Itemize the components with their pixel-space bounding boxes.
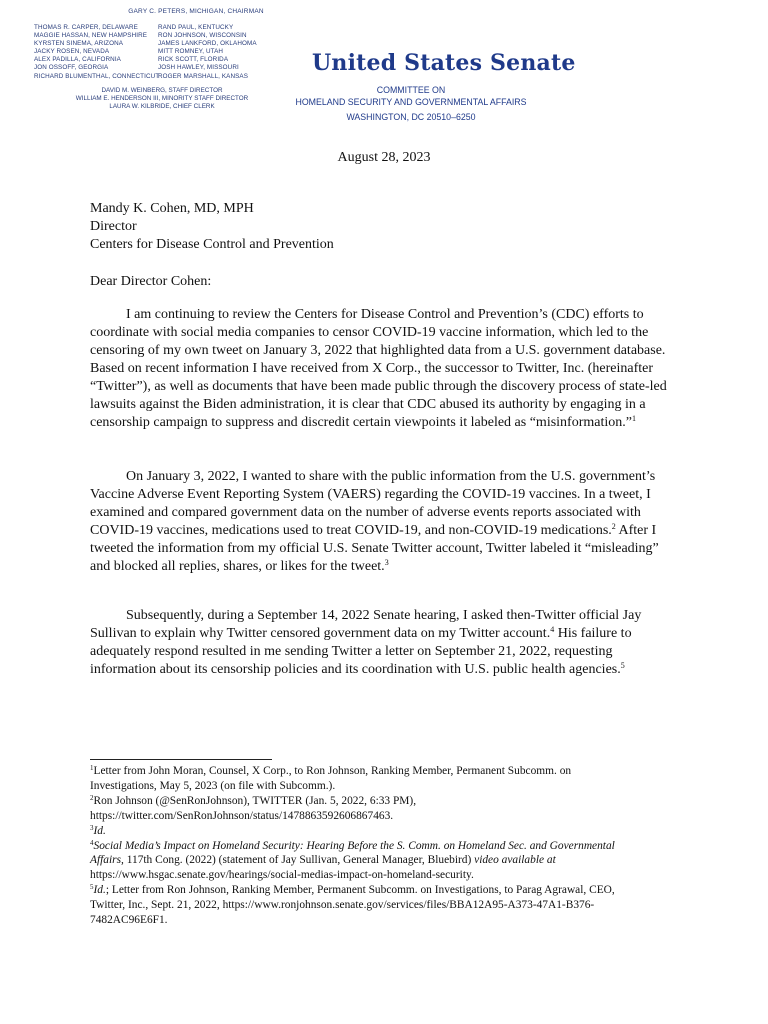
footnote-ref[interactable]: 2 bbox=[611, 522, 616, 531]
footnote-text: Letter from John Moran, Counsel, X Corp., to Ron Johnson, Ranking Member, Permanent Subcomm. on bbox=[93, 765, 572, 777]
footnote-text: Investigations, May 5, 2023 (on file with Subcomm.). bbox=[90, 779, 336, 792]
footnote-number: 5 bbox=[90, 883, 94, 892]
member-name: JON OSSOFF, GEORGIA bbox=[34, 64, 109, 72]
footnote-number: 1 bbox=[90, 764, 94, 772]
footnote-ref[interactable]: 4 bbox=[550, 625, 555, 634]
footnote-link[interactable]: https://www.hsgac.senate.gov/hearings/social-medias-impact-on-homeland-security. bbox=[90, 869, 474, 882]
letter-date: August 28, 2023 bbox=[337, 150, 431, 165]
paragraph-text: I am continuing to review the Centers for Disease Control and Prevention’s (CDC) efforts to coordinate with social media companies to censor COVID-19 vaccine information, which led to the censoring of my own tweet on January 3, 2022 that highlighted data from a U.S. government database. Based on recent information I have received from X Corp., the successor to Twitter, Inc. (hereinafter “Twitter”), as well as documents that have been made public through the discovery process of state-led lawsuits against the Biden administration, it is clear that CDC abused its authority by engaging in a censorship campaign to suppress and discredit certain viewpoints it labeled as “misinformation.” bbox=[90, 307, 667, 430]
committee-name: HOMELAND SECURITY AND GOVERNMENTAL AFFAIRS bbox=[295, 97, 527, 107]
committee-line: COMMITTEE ON bbox=[376, 85, 446, 95]
member-name: JACKY ROSEN, NEVADA bbox=[34, 48, 110, 56]
member-name: JOSH HAWLEY, MISSOURI bbox=[158, 64, 239, 72]
member-name: MITT ROMNEY, UTAH bbox=[158, 48, 224, 56]
salutation: Dear Director Cohen: bbox=[90, 274, 212, 289]
footnote-text: Id. bbox=[93, 824, 106, 837]
footnote-3 bbox=[90, 824, 678, 839]
footnote-text: Id. bbox=[93, 884, 106, 897]
member-name: ALEX PADILLA, CALIFORNIA bbox=[34, 56, 121, 64]
footnote-ref[interactable]: 1 bbox=[631, 414, 636, 423]
footnote-4 bbox=[90, 839, 678, 884]
member-name: RICHARD BLUMENTHAL, CONNECTICUT bbox=[34, 72, 160, 80]
member-name: KYRSTEN SINEMA, ARIZONA bbox=[34, 40, 124, 48]
footnote-number: 3 bbox=[90, 823, 94, 832]
paragraph-text: His failure to adequately respond resulted in me sending Twitter a letter on September 21, 2022, requesting information about its censorship policies and its coordination with U.S. public health agencies. bbox=[90, 626, 632, 677]
paragraph-text: After I tweeted the information from my official U.S. Senate Twitter account, Twitter labeled it “misleading” and blocked all replies, shares, or likes for the tweet. bbox=[90, 523, 659, 574]
staff-list bbox=[44, 87, 280, 110]
majority-members-list bbox=[34, 24, 159, 81]
body-paragraph-2 bbox=[90, 468, 678, 576]
footnote-1 bbox=[90, 764, 678, 794]
footnote-number: 4 bbox=[90, 838, 94, 847]
footnote-ref[interactable]: 3 bbox=[384, 558, 389, 567]
footnote-text: Ron Johnson (@SenRonJohnson), TWITTER (Jan. 5, 2022, 6:33 PM), bbox=[93, 794, 417, 807]
member-name: JAMES LANKFORD, OKLAHOMA bbox=[158, 40, 257, 48]
footnote-link[interactable]: Twitter, Inc., Sept. 21, 2022, https://www.ronjohnson.senate.gov/services/files/BBA12A95-A373-47A1-B376- bbox=[90, 899, 595, 912]
member-name: RON JOHNSON, WISCONSIN bbox=[158, 32, 247, 40]
member-name: ROGER MARSHALL, KANSAS bbox=[158, 72, 249, 80]
member-name: RICK SCOTT, FLORIDA bbox=[158, 56, 229, 64]
body-paragraph-3 bbox=[90, 607, 678, 679]
paragraph-text: On January 3, 2022, I wanted to share with the public information from the U.S. government’s Vaccine Adverse Event Reporting System (VAERS) regarding the COVID-19 vaccines. In a tweet, I examined and compared government data on the number of adverse events reports associated with COVID-19 vaccines, medications used to treat COVID-19, and non-COVID-19 medications. bbox=[90, 469, 656, 538]
member-name: THOMAS R. CARPER, DELAWARE bbox=[34, 24, 138, 31]
staff-name: WILLIAM E. HENDERSON III, MINORITY STAFF DIRECTOR bbox=[75, 94, 249, 102]
footnote-number: 2 bbox=[90, 793, 94, 802]
addressee-block bbox=[90, 200, 334, 254]
footnote-2 bbox=[90, 794, 678, 824]
footnote-text: ; Letter from Ron Johnson, Ranking Member, Permanent Subcomm. on Investigations, to Parag Agrawal, CEO, bbox=[105, 884, 615, 897]
footnote-text: video available at bbox=[474, 854, 556, 867]
footnote-text: Affairs, bbox=[90, 854, 124, 867]
paragraph-text: Subsequently, during a September 14, 2022 Senate hearing, I asked then-Twitter official Jay Sullivan to explain why Twitter censored government data on my Twitter account. bbox=[90, 608, 642, 641]
body-paragraph-1 bbox=[90, 306, 678, 432]
committee-block bbox=[282, 84, 540, 123]
senate-title: United States Senate bbox=[312, 50, 576, 76]
footnote-text: Social Media’s Impact on Homeland Security: Hearing Before the S. Comm. on Homeland Sec. and Governmental bbox=[93, 839, 615, 852]
staff-name: DAVID M. WEINBERG, STAFF DIRECTOR bbox=[101, 87, 223, 94]
member-name: RAND PAUL, KENTUCKY bbox=[158, 24, 234, 31]
chairman-line: GARY C. PETERS, MICHIGAN, CHAIRMAN bbox=[128, 8, 264, 15]
letterhead bbox=[0, 0, 768, 130]
footnotes bbox=[90, 764, 678, 928]
footnote-ref[interactable]: 5 bbox=[620, 661, 625, 670]
addressee-title: Director bbox=[90, 219, 137, 234]
member-name: MAGGIE HASSAN, NEW HAMPSHIRE bbox=[34, 32, 148, 40]
addressee-name: Mandy K. Cohen, MD, MPH bbox=[90, 201, 254, 216]
footnote-link[interactable]: https://twitter.com/SenRonJohnson/status/1478863592606867463. bbox=[90, 809, 394, 822]
committee-address: WASHINGTON, DC 20510–6250 bbox=[346, 112, 476, 122]
footnote-text: 117th Cong. (2022) (statement of Jay Sullivan, General Manager, Bluebird) bbox=[123, 854, 475, 867]
footnote-divider bbox=[90, 759, 272, 760]
minority-members-list bbox=[158, 24, 257, 81]
addressee-org: Centers for Disease Control and Prevention bbox=[90, 237, 334, 252]
footnote-text: 7482AC96E6F1. bbox=[90, 914, 168, 927]
footnote-5 bbox=[90, 883, 678, 928]
staff-name: LAURA W. KILBRIDE, CHIEF CLERK bbox=[109, 102, 215, 110]
